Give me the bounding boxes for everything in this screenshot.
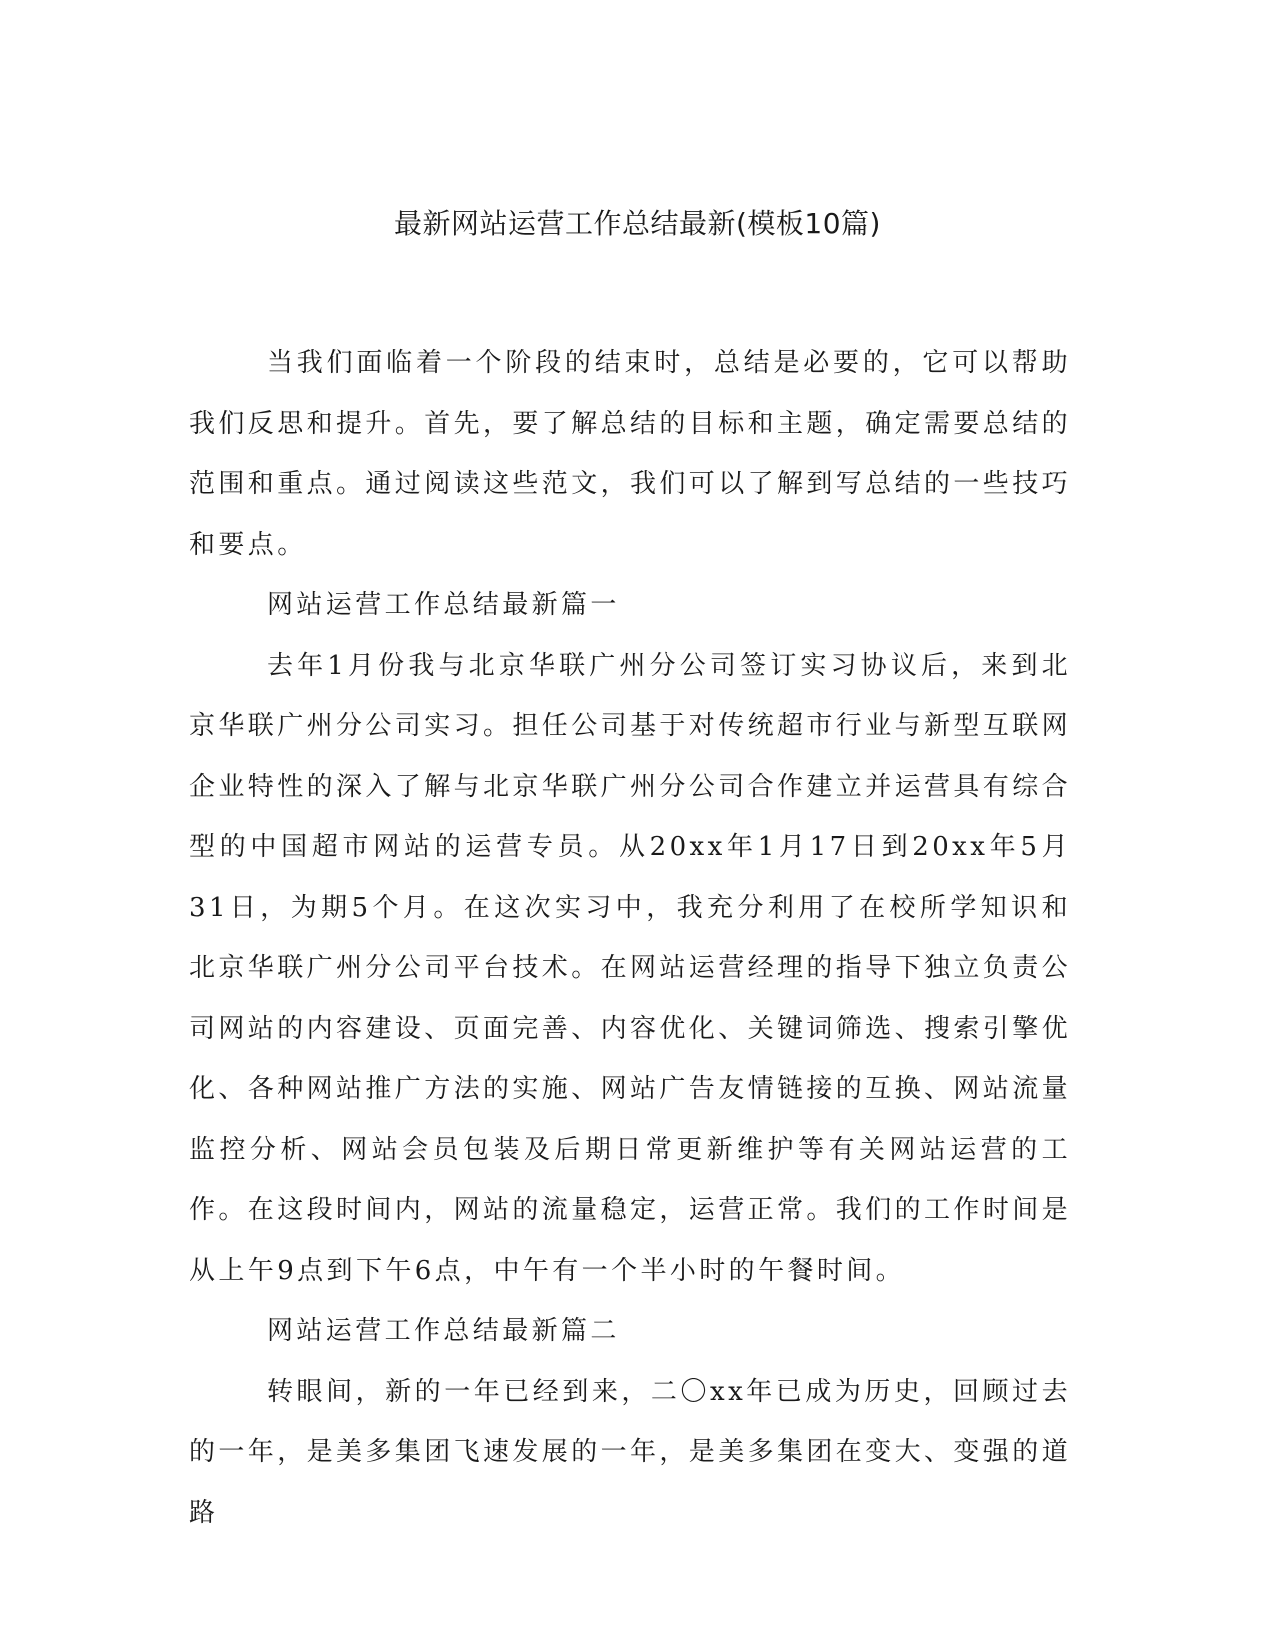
section-heading-1: 网站运营工作总结最新篇一 [267, 590, 620, 620]
section-1-paragraph: 去年1月份我与北京华联广州分公司签订实习协议后，来到北京华联广州分公司实习。担任公司基于对传统超市行业与新型互联网企业特性的深入了解与北京华联广州分公司合作建立并运营具有综合型的中国超市网站的运营专员。从20xx年1月17日到20xx年5月31日，为期5个月。在这次实习中，我充分利用了在校所学知识和北京华联广州分公司平台技术。在网站运营经理的指导下独立负责公司网站的内容建设、页面完善、内容优化、关键词筛选、搜索引擎优化、各种网站推广方法的实施、网站广告友情链接的互换、网站流量监控分析、网站会员包装及后期日常更新维护等有关网站运营的工作。在这段时间内，网站的流量稳定，运营正常。我们的工作时间是从上午9点到下午6点，中午有一个半小时的午餐时间。 [189, 650, 1072, 1286]
document-title: 最新网站运营工作总结最新(模板10篇) [394, 207, 881, 240]
section-2-paragraph: 转眼间，新的一年已经到来，二〇xx年已成为历史，回顾过去的一年，是美多集团飞速发展的一年，是美多集团在变大、变强的道路 [189, 1376, 1072, 1528]
document-body [189, 333, 1071, 1543]
section-heading-2: 网站运营工作总结最新篇二 [267, 1316, 620, 1346]
intro-paragraph: 当我们面临着一个阶段的结束时，总结是必要的，它可以帮助我们反思和提升。首先，要了解总结的目标和主题，确定需要总结的范围和重点。通过阅读这些范文，我们可以了解到写总结的一些技巧和要点。 [189, 348, 1072, 560]
